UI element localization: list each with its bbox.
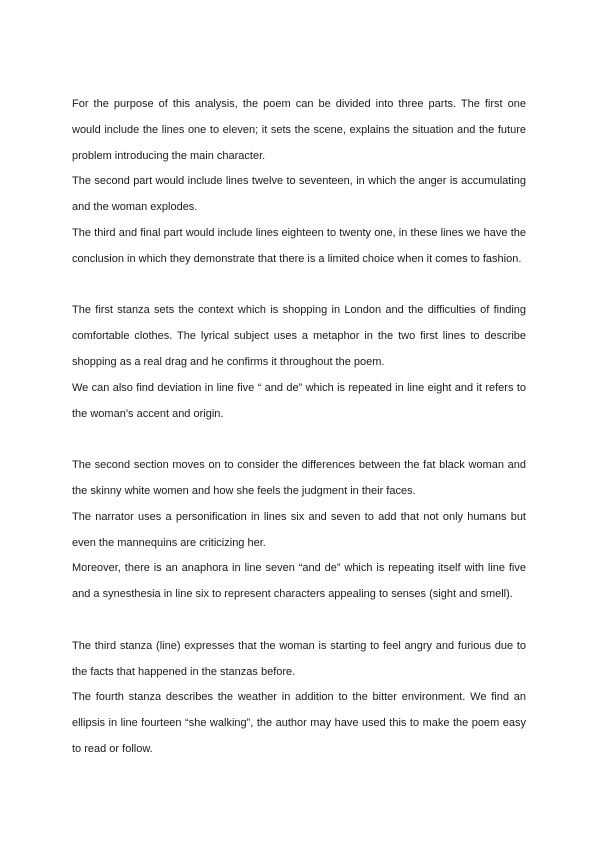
paragraph-gap (72, 427, 526, 453)
paragraph-third-part: The third and final part would include lines eighteen to twenty one, in these lines we have the conclusion in which they demonstrate that there is a limited choice when it comes to fashion. (72, 226, 526, 265)
paragraph-anaphora: Moreover, there is an anaphora in line seven “and de” which is repeating itself with line five and a synesthesia in line six to represent characters appealing to senses (sight and smell). (72, 562, 526, 601)
paragraph-deviation: We can also find deviation in line five “ and de” which is repeated in line eight and it refers to the woman’s accent and origin. (72, 381, 526, 420)
paragraph-personification: The narrator uses a personification in lines six and seven to add that not only humans but even the mannequins are criticizing her. (72, 510, 526, 549)
paragraph-gap (72, 608, 526, 634)
paragraph-gap (72, 273, 526, 299)
paragraph-second-part: The second part would include lines twelve to seventeen, in which the anger is accumulating and the woman explodes. (72, 175, 526, 214)
paragraph-third-stanza: The third stanza (line) expresses that the woman is starting to feel angry and furious due to the facts that happened in the stanzas before. (72, 639, 526, 678)
paragraph-intro: For the purpose of this analysis, the poem can be divided into three parts. The first one would include the lines one to eleven; it sets the scene, explains the situation and the future problem introducing the main character. (72, 98, 526, 162)
paragraph-second-section: The second section moves on to consider the differences between the fat black woman and the skinny white women and how she feels the judgment in their faces. (72, 459, 526, 497)
document-body (72, 92, 526, 763)
paragraph-fourth-stanza: The fourth stanza describes the weather in addition to the bitter environment. We find an ellipsis in line fourteen “she walking”, the author may have used this to make the poem easy to read or follow. (72, 691, 526, 755)
paragraph-first-stanza: The first stanza sets the context which is shopping in London and the difficulties of finding comfortable clothes. The lyrical subject uses a metaphor in the two first lines to describe shopping as a real drag and he confirms it throughout the poem. (72, 304, 526, 368)
